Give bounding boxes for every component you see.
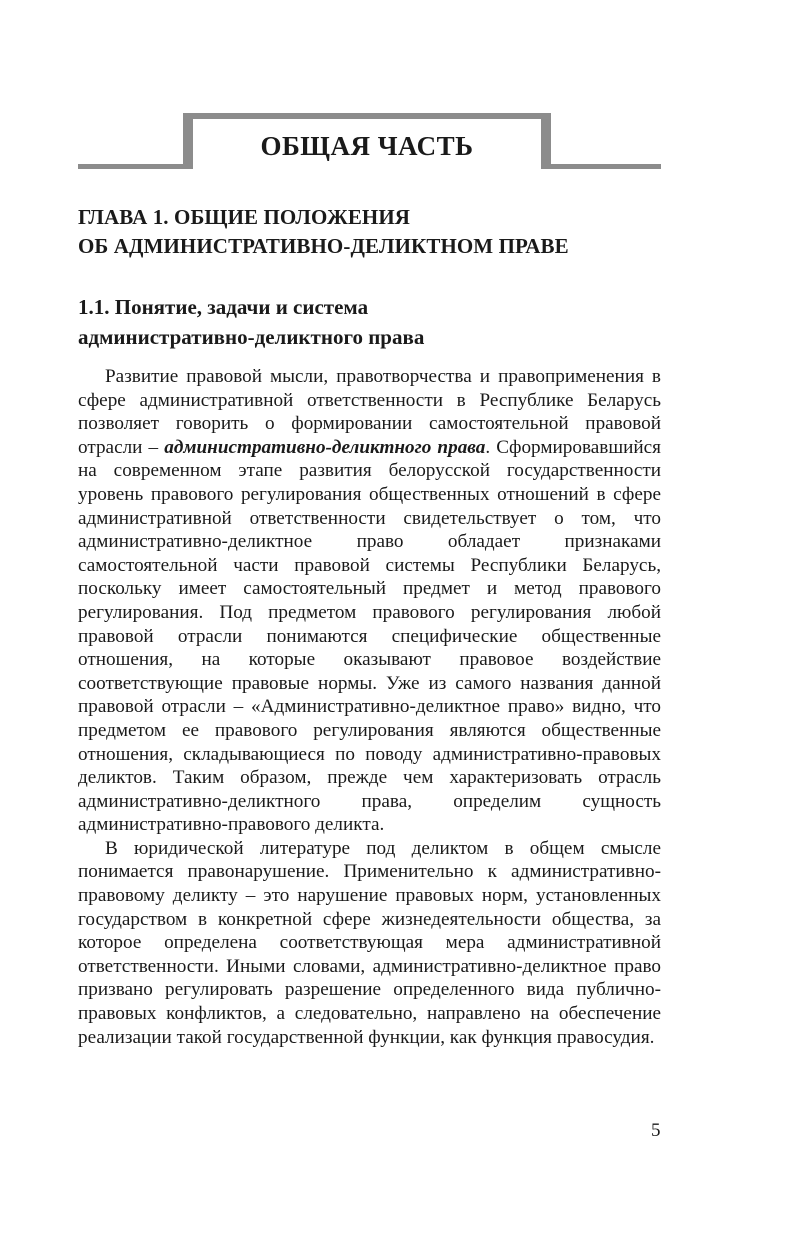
body-text: [78, 365, 661, 1049]
paragraph-1: [78, 365, 661, 837]
paragraph-1-intro: Развитие правовой мысли, правотворчества и правоприменения в сфере административной ответственности в Республике Беларусь позволяет говорить о формировании самостоятельной правовой отрасли –: [78, 366, 661, 458]
paragraph-2: В юридической литературе под деликтом в общем смысле понимается правонарушение. Применительно к административно-правовому деликту – это нарушение правовых норм, установленных государством в конкретной сфере жизнедеятельности общества, за которое определена соответствующая мера административной ответственности. Иными словами, административно-деликтное право призвано регулировать разрешение определенного вида публично-правовых конфликтов, а следовательно, направлено на обеспечение реализации такой государственной функции, как функция правосудия.: [78, 837, 661, 1048]
paragraph-1-rest: . Сформировавшийся на современном этапе развития белорусской государственности уровень правового регулирования общественных отношений в сфере административной ответственности свидетельствует о том, что административно-деликтное право обладает признаками самостоятельной части правовой системы Республики Беларусь, поскольку имеет самостоятельный предмет и метод правового регулирования. Под предметом правового регулирования любой правовой отрасли понимаются специфические общественные отношения, на которые оказывают правовое воздействие соответствующие правовые нормы. Уже из самого названия данной правовой отрасли – «Административно-деликтное право» видно, что предметом ее правового регулирования являются общественные отношения, складывающиеся по поводу административно-правовых деликтов. Таким образом, прежде чем характеризовать отрасль административно-деликтного права, определим сущность административно-правового деликта.: [78, 436, 661, 836]
chapter-title-line-2: ОБ АДМИНИСТРАТИВНО-ДЕЛИКТНОМ ПРАВЕ: [78, 234, 569, 258]
part-header-box: [183, 113, 551, 169]
chapter-title: [78, 203, 678, 261]
chapter-title-line-1: ГЛАВА 1. ОБЩИЕ ПОЛОЖЕНИЯ: [78, 205, 411, 229]
section-title-line-1: 1.1. Понятие, задачи и система: [78, 295, 369, 319]
section-title-line-2: административно-деликтного права: [78, 325, 425, 349]
part-title: ОБЩАЯ ЧАСТЬ: [260, 130, 474, 161]
part-header-inner: [193, 119, 541, 169]
section-title: [78, 292, 678, 352]
term-emphasis: административно-деликтного права: [164, 436, 486, 458]
page-number: 5: [651, 1120, 661, 1141]
